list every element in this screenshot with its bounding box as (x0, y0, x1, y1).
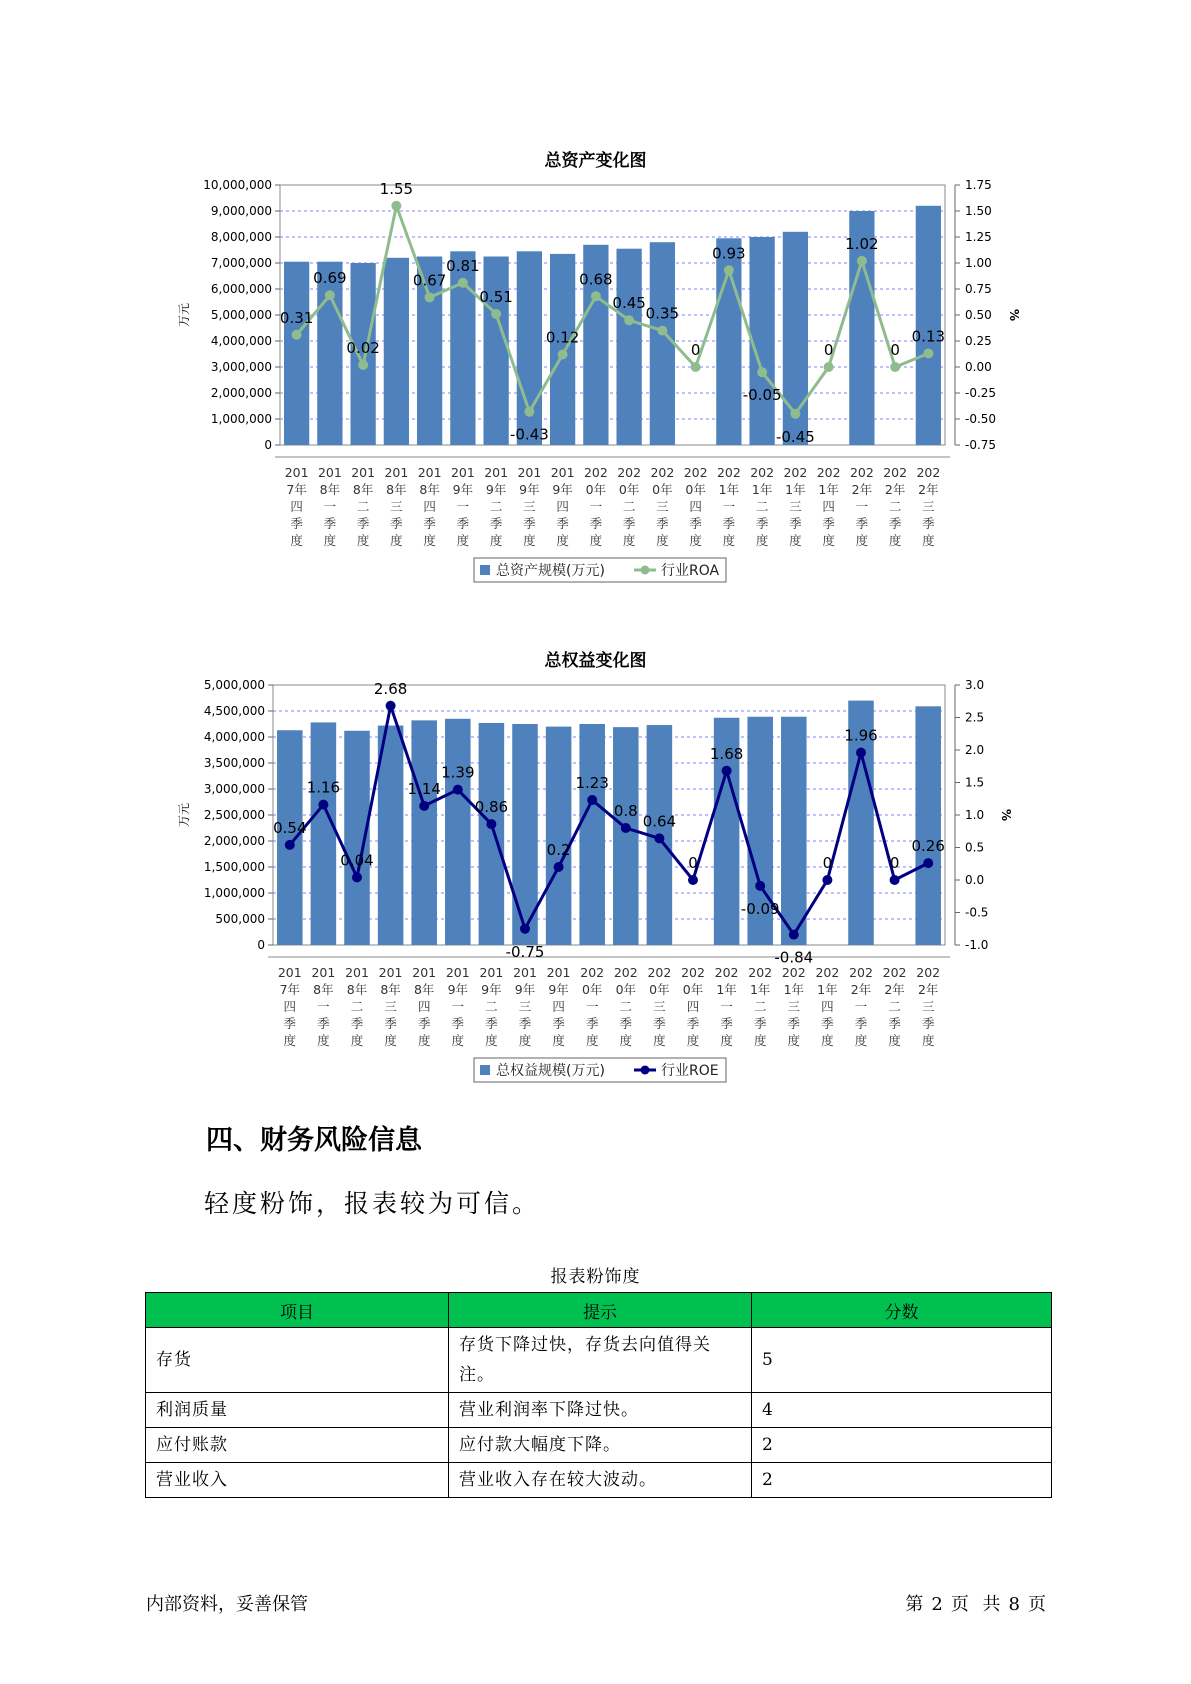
row-item: 存货 (146, 1328, 449, 1393)
y2-tick-label: 0.00 (965, 360, 992, 374)
y-axis-label: 万元 (177, 802, 191, 828)
y-tick-label: 1,000,000 (210, 412, 272, 426)
ratio-data-label: 1.23 (575, 774, 609, 793)
section-heading: 四、财务风险信息 (206, 1125, 422, 1156)
x-tick-label: 202 2年三季度 (916, 965, 941, 1048)
ratio-point (757, 367, 767, 377)
y-tick-label: 4,000,000 (210, 334, 272, 348)
y2-tick-label: 3.0 (965, 678, 985, 692)
ratio-data-label: -0.09 (740, 899, 780, 918)
x-tick-label: 202 0年二季度 (613, 965, 638, 1048)
y2-tick-label: 2.0 (965, 743, 985, 757)
table-row (146, 1428, 1052, 1463)
ratio-data-label: 0.2 (546, 841, 571, 859)
y-tick-label: 500,000 (215, 912, 265, 926)
x-tick-label: 201 9年四季度 (546, 965, 571, 1048)
x-tick-label: 202 1年四季度 (815, 965, 840, 1048)
ratio-data-label: 2.68 (373, 679, 408, 698)
ratio-data-label: 0 (688, 854, 698, 872)
row-score: 4 (752, 1393, 1052, 1428)
y-tick-label: 5,000,000 (210, 308, 272, 322)
legend-bar-swatch (480, 1065, 490, 1075)
ratio-data-label: 0.67 (412, 271, 447, 290)
x-tick-label: 202 2年三季度 (916, 465, 941, 548)
y2-tick-label: 1.75 (965, 178, 992, 192)
x-tick-label: 202 0年四季度 (681, 965, 705, 1048)
row-hint: 应付款大幅度下降。 (449, 1428, 752, 1463)
ratio-data-label: 1.39 (441, 763, 475, 782)
ratio-data-label: 0.45 (612, 294, 646, 313)
y-tick-label: 6,000,000 (210, 282, 272, 296)
y-tick-label: 3,000,000 (210, 360, 272, 374)
bar (479, 723, 505, 945)
x-tick-label: 201 9年二季度 (484, 465, 509, 548)
x-tick-label: 202 1年一季度 (716, 465, 741, 548)
ratio-point (789, 930, 799, 940)
ratio-data-label: -0.75 (505, 942, 545, 961)
ratio-point (419, 801, 429, 811)
ratio-data-label: 0 (690, 341, 701, 359)
y2-tick-label: -0.75 (965, 438, 997, 452)
x-tick-label: 201 8年一季度 (311, 965, 336, 1048)
x-tick-label: 201 8年二季度 (351, 465, 376, 548)
x-tick-label: 201 8年四季度 (417, 465, 442, 548)
y-tick-label: 2,000,000 (210, 386, 272, 400)
ratio-point (591, 291, 601, 301)
x-tick-label: 202 0年二季度 (617, 465, 642, 548)
x-tick-label: 202 2年一季度 (849, 465, 874, 548)
x-tick-label: 201 8年四季度 (412, 965, 437, 1048)
x-tick-label: 201 8年二季度 (345, 965, 369, 1048)
y2-tick-label: 0.5 (965, 840, 985, 855)
ratio-point (318, 800, 328, 810)
x-tick-label: 201 8年一季度 (317, 465, 342, 548)
y2-tick-label: 1.00 (965, 256, 992, 270)
ratio-point (923, 858, 933, 868)
y-tick-label: 3,500,000 (203, 756, 265, 770)
table-header-row (146, 1293, 1052, 1328)
bar (483, 257, 508, 446)
ratio-point (790, 409, 800, 419)
x-tick-label: 202 1年二季度 (750, 465, 775, 548)
page-word: 页 (950, 1594, 969, 1615)
ratio-point (688, 875, 698, 885)
ratio-data-label: 0.02 (346, 338, 380, 357)
ratio-point (386, 701, 396, 711)
x-tick-label: 201 9年一季度 (445, 965, 470, 1048)
bar (445, 719, 471, 945)
ratio-data-label: -0.45 (775, 427, 815, 446)
x-tick-label: 202 1年三季度 (783, 465, 808, 548)
whitewash-table (145, 1292, 1052, 1498)
total-word: 页 (1028, 1594, 1046, 1615)
legend-bar-label: 总资产规模(万元) (496, 563, 605, 579)
x-tick-label: 202 1年三季度 (781, 965, 806, 1048)
page-prefix: 第 (905, 1594, 924, 1615)
ratio-point (486, 819, 496, 829)
ratio-data-label: -0.05 (742, 386, 782, 405)
x-tick-label: 202 0年四季度 (683, 465, 708, 548)
ratio-point (292, 330, 302, 340)
chart1-title: 总资产变化图 (544, 151, 647, 171)
x-tick-label: 202 1年二季度 (748, 965, 773, 1048)
ratio-point (890, 875, 900, 885)
y-tick-label: 1,000,000 (203, 886, 265, 900)
row-item: 营业收入 (146, 1463, 449, 1498)
y2-tick-label: 2.5 (965, 710, 985, 725)
ratio-point (524, 407, 534, 417)
legend-bar-swatch (480, 565, 490, 575)
row-hint: 营业收入存在较大波动。 (449, 1463, 752, 1498)
ratio-data-label: 0.12 (545, 328, 580, 347)
ratio-data-label: 0.93 (712, 244, 746, 263)
legend-line-marker (641, 1066, 650, 1075)
risk-summary: 轻度粉饰，报表较为可信。 (204, 1189, 541, 1218)
ratio-data-label: -0.84 (774, 948, 814, 967)
x-tick-label: 201 7年四季度 (284, 465, 309, 548)
total-pages: 8 (1008, 1594, 1020, 1615)
ratio-point (425, 292, 435, 302)
y2-tick-label: -0.5 (965, 905, 989, 920)
ratio-point (520, 924, 530, 934)
total-equity-chart (0, 670, 1191, 1090)
ratio-data-label: 0.86 (474, 798, 509, 817)
bar (781, 717, 807, 945)
y-tick-label: 2,500,000 (203, 808, 265, 822)
y2-tick-label: 1.25 (965, 230, 992, 244)
ratio-point (654, 833, 664, 843)
bar (616, 249, 641, 445)
ratio-data-label: 0.8 (613, 802, 638, 820)
x-tick-label: 201 8年三季度 (384, 465, 409, 548)
footer-confidential: 内部资料，妥善保管 (146, 1594, 308, 1615)
chart2-title: 总权益变化图 (544, 651, 647, 671)
y-tick-label: 5,000,000 (203, 678, 265, 692)
y-tick-label: 4,000,000 (203, 730, 265, 744)
bar (284, 262, 309, 445)
ratio-point (325, 290, 335, 300)
footer-page-info (901, 1590, 1050, 1616)
y-tick-label: 3,000,000 (203, 782, 265, 796)
ratio-point (657, 326, 667, 336)
row-hint: 存货下降过快，存货去向值得关注。 (449, 1328, 752, 1393)
y-tick-label: 1,500,000 (203, 860, 265, 874)
ratio-point (285, 840, 295, 850)
y-tick-label: 9,000,000 (210, 204, 272, 218)
ratio-point (923, 348, 933, 358)
y-tick-label: 0 (257, 938, 265, 952)
ratio-point (624, 315, 634, 325)
ratio-point (554, 862, 564, 872)
x-tick-label: 202 1年四季度 (816, 465, 841, 548)
bar (546, 727, 572, 945)
y2-tick-label: 1.5 (965, 775, 985, 790)
ratio-point (724, 265, 734, 275)
row-score: 2 (752, 1428, 1052, 1463)
x-tick-label: 201 9年三季度 (513, 965, 537, 1048)
ratio-data-label: 0.31 (279, 308, 314, 327)
y2-tick-label: -1.0 (965, 938, 989, 952)
bar (411, 720, 437, 945)
y-tick-label: 0 (264, 438, 272, 452)
ratio-data-label: 1.16 (306, 778, 341, 797)
ratio-point (755, 881, 765, 891)
ratio-data-label: 1.55 (379, 179, 414, 198)
y2-tick-label: 0.75 (965, 282, 992, 296)
ratio-point (691, 362, 701, 372)
ratio-data-label: 1.14 (407, 779, 441, 798)
ratio-data-label: 0.64 (642, 812, 677, 831)
ratio-point (890, 362, 900, 372)
y-tick-label: 8,000,000 (210, 230, 272, 244)
x-tick-label: 201 9年四季度 (550, 465, 575, 548)
bar (579, 724, 605, 945)
ratio-point (391, 201, 401, 211)
bar (311, 722, 337, 945)
y2-tick-label: 1.50 (965, 204, 992, 218)
y2-tick-label: 0.25 (965, 334, 992, 348)
ratio-data-label: 0.35 (645, 304, 680, 323)
total-prefix: 共 (982, 1594, 1001, 1615)
y2-axis-label: % (999, 808, 1013, 822)
ratio-data-label: -0.43 (509, 425, 549, 444)
x-tick-label: 202 2年二季度 (882, 965, 907, 1048)
x-tick-label: 202 2年二季度 (883, 465, 908, 548)
x-tick-label: 202 0年一季度 (583, 465, 608, 548)
x-tick-label: 201 7年四季度 (277, 965, 302, 1048)
ratio-point (856, 748, 866, 758)
y2-tick-label: 0.0 (965, 873, 985, 887)
legend-line-marker (641, 566, 650, 575)
bar (317, 262, 342, 445)
ratio-data-label: 0.69 (313, 269, 347, 288)
x-tick-label: 202 2年一季度 (849, 965, 873, 1048)
legend-bar-label: 总权益规模(万元) (496, 1063, 605, 1079)
legend-line-label: 行业ROE (661, 1063, 719, 1079)
ratio-data-label: 0 (823, 341, 834, 359)
total-assets-chart (0, 170, 1191, 590)
bar (384, 258, 409, 445)
ratio-point (587, 795, 597, 805)
y-tick-label: 2,000,000 (203, 834, 265, 848)
row-hint: 营业利润率下降过快。 (449, 1393, 752, 1428)
table-caption: 报表粉饰度 (550, 1267, 641, 1287)
ratio-data-label: 0.26 (911, 837, 945, 856)
page-number: 2 (931, 1594, 943, 1615)
ratio-point (857, 256, 867, 266)
ratio-point (822, 875, 832, 885)
ratio-point (621, 823, 631, 833)
ratio-point (352, 872, 362, 882)
ratio-data-label: 0.54 (273, 818, 307, 837)
bar (650, 242, 675, 445)
x-tick-label: 201 9年一季度 (450, 465, 475, 548)
ratio-point (491, 309, 501, 319)
y-tick-label: 10,000,000 (203, 178, 272, 192)
y-axis-label: 万元 (177, 302, 191, 328)
x-tick-label: 201 8年三季度 (378, 965, 403, 1048)
header-score: 分数 (752, 1293, 1052, 1328)
row-score: 2 (752, 1463, 1052, 1498)
ratio-data-label: 1.68 (709, 744, 744, 763)
ratio-data-label: 0 (822, 854, 833, 872)
bar (550, 254, 575, 445)
x-tick-label: 202 0年三季度 (647, 965, 672, 1048)
x-tick-label: 202 0年一季度 (580, 965, 605, 1048)
y2-tick-label: 1.0 (965, 808, 985, 822)
ratio-point (358, 360, 368, 370)
table-row (146, 1328, 1052, 1393)
y2-tick-label: -0.50 (965, 412, 997, 426)
ratio-data-label: 0.51 (479, 287, 513, 306)
ratio-data-label: 0 (889, 854, 900, 872)
ratio-data-label: 0.68 (579, 270, 613, 289)
ratio-point (558, 350, 568, 360)
ratio-data-label: 1.02 (845, 234, 879, 253)
x-tick-label: 202 1年一季度 (714, 965, 739, 1048)
bar (277, 730, 303, 945)
y-tick-label: 4,500,000 (203, 704, 265, 718)
ratio-data-label: 0 (890, 341, 900, 359)
y2-tick-label: -0.25 (965, 386, 997, 400)
bar (915, 706, 941, 945)
x-tick-label: 201 9年二季度 (479, 965, 504, 1048)
ratio-point (453, 785, 463, 795)
y2-tick-label: 0.50 (965, 308, 992, 322)
y-tick-label: 7,000,000 (210, 256, 272, 270)
x-tick-label: 202 0年三季度 (650, 465, 675, 548)
table-row (146, 1463, 1052, 1498)
bar (613, 727, 639, 945)
ratio-data-label: 1.96 (844, 726, 878, 745)
table-row (146, 1393, 1052, 1428)
y2-axis-label: % (1007, 308, 1021, 322)
header-hint: 提示 (449, 1293, 752, 1328)
row-score: 5 (752, 1328, 1052, 1393)
ratio-point (458, 278, 468, 288)
row-item: 应付账款 (146, 1428, 449, 1463)
ratio-data-label: 0.81 (446, 256, 480, 275)
header-item: 项目 (146, 1293, 449, 1328)
ratio-point (722, 766, 732, 776)
bar (916, 206, 941, 445)
ratio-point (824, 362, 834, 372)
x-tick-label: 201 9年三季度 (517, 465, 542, 548)
ratio-data-label: 0.04 (340, 851, 374, 870)
ratio-data-label: 0.13 (911, 327, 946, 346)
row-item: 利润质量 (146, 1393, 449, 1428)
legend-line-label: 行业ROA (661, 563, 720, 579)
